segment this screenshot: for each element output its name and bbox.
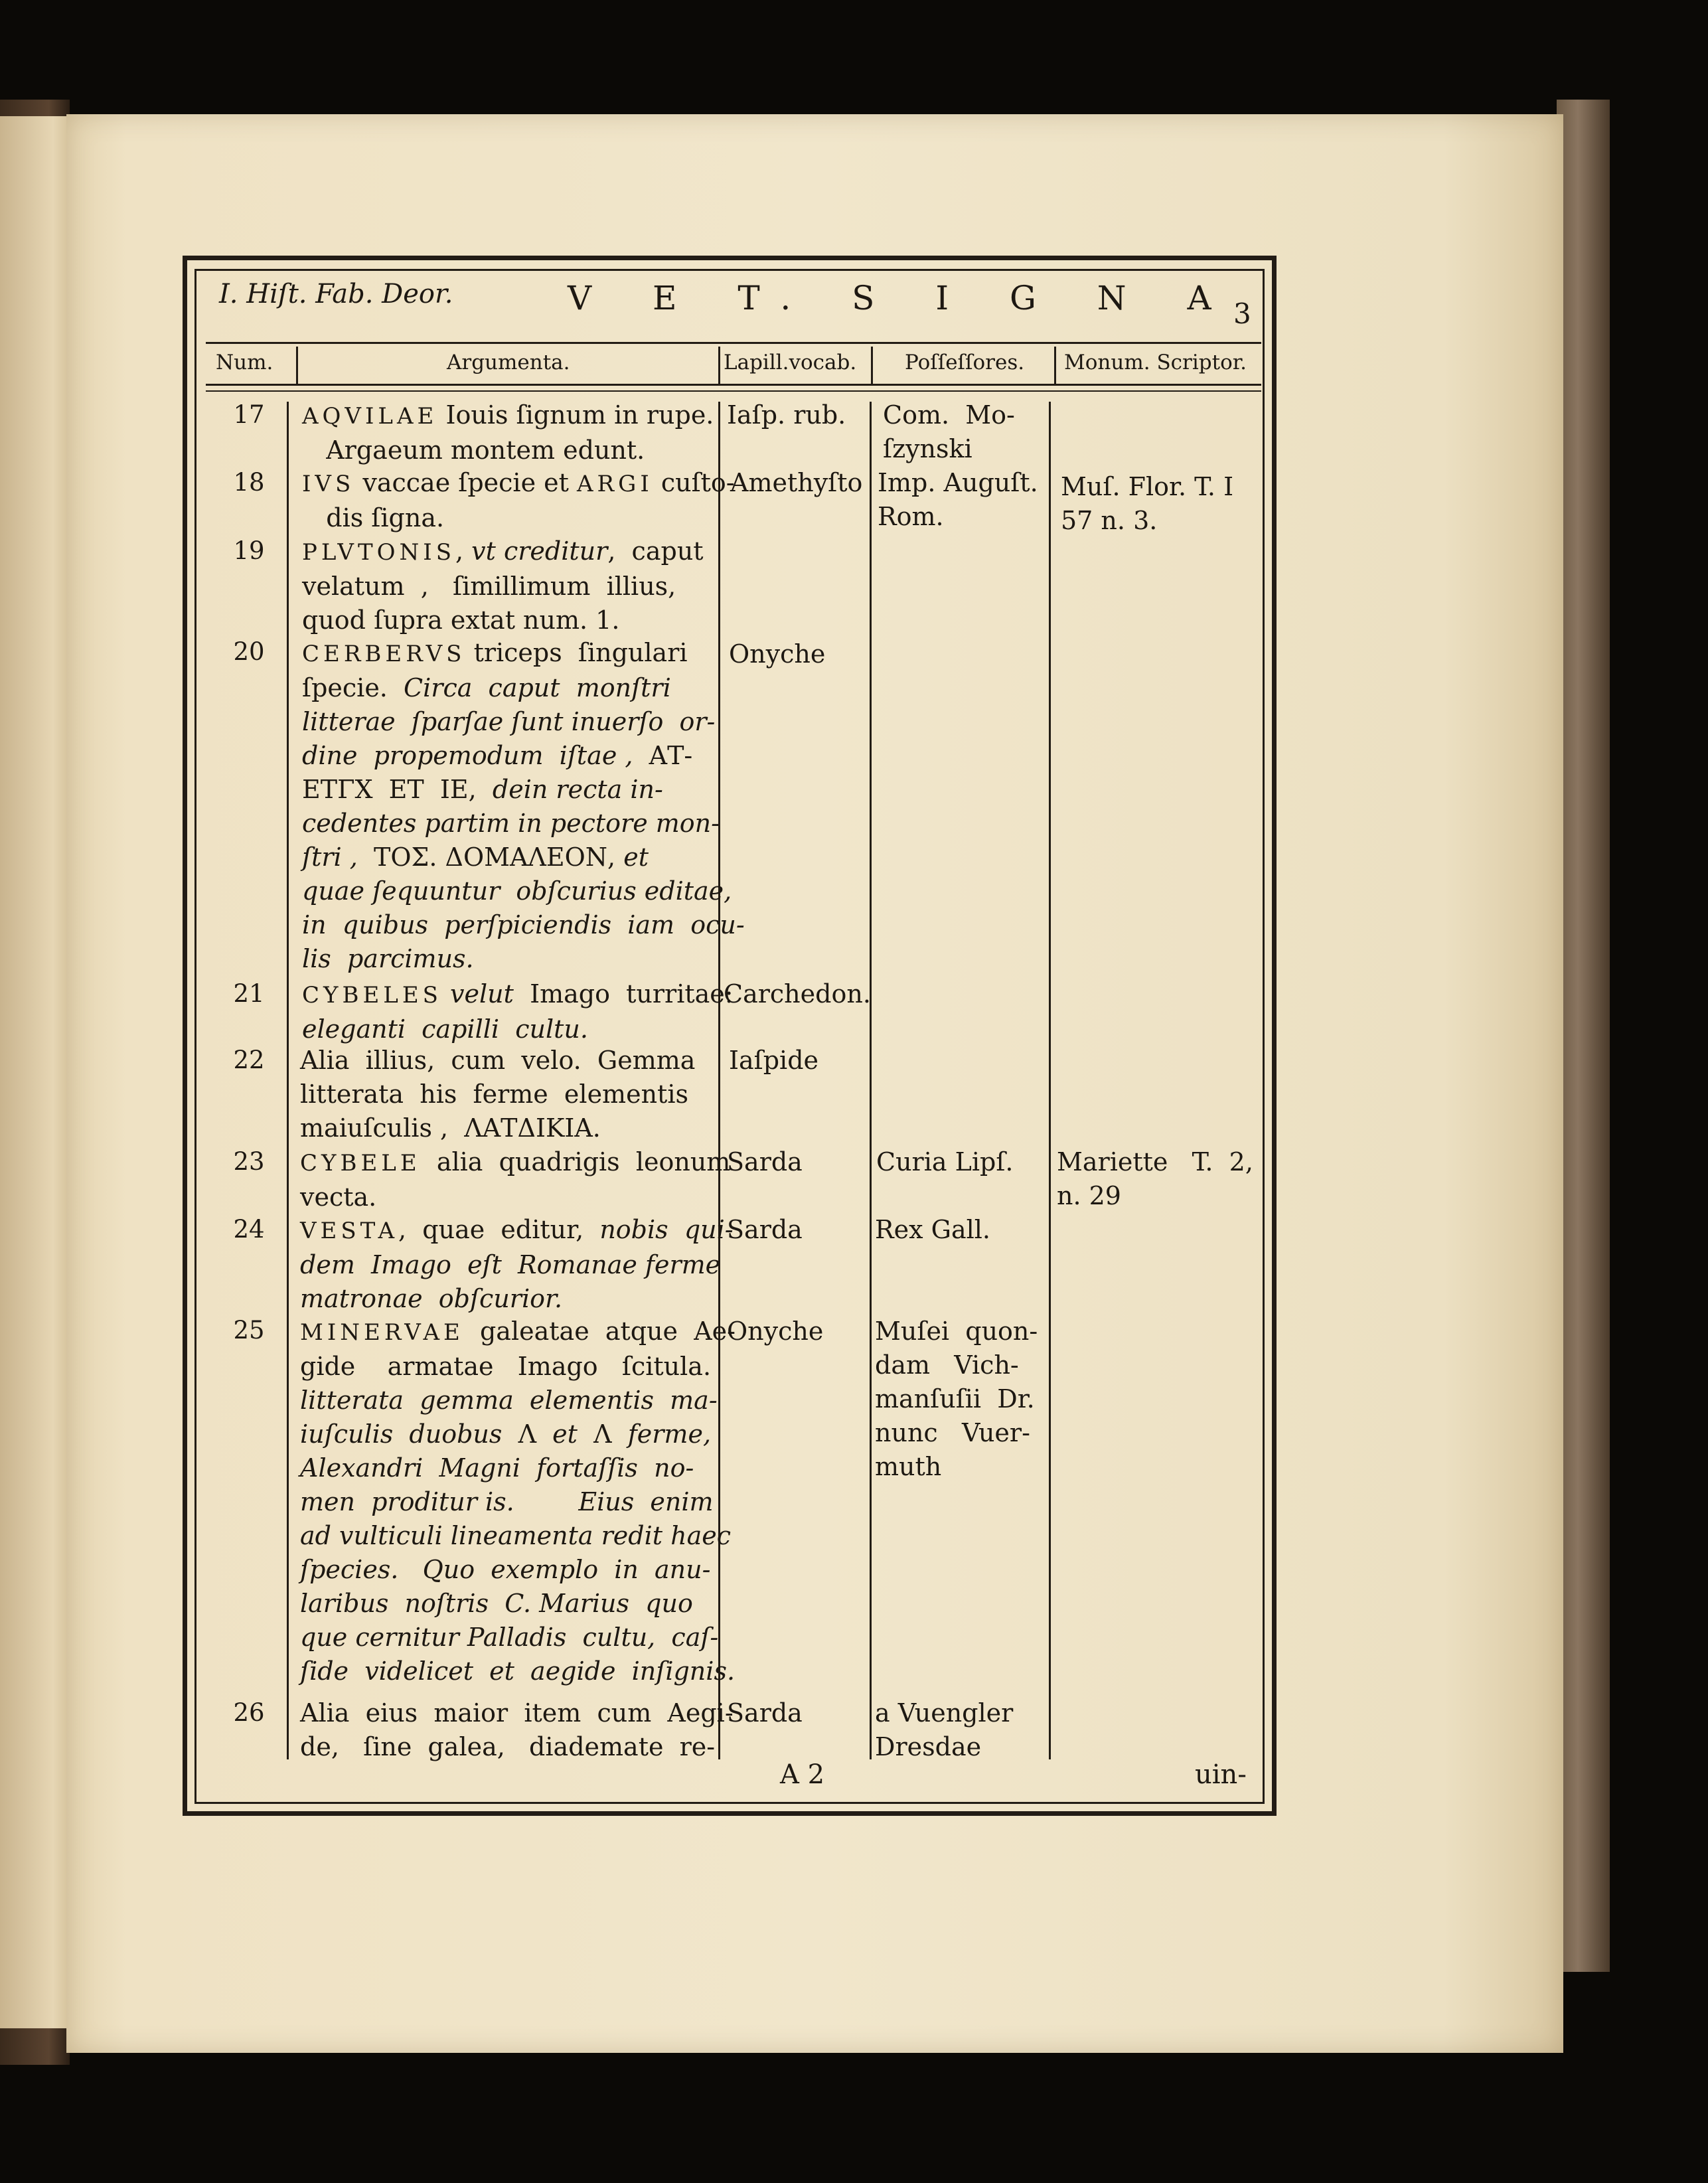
entry-number: 25 [233, 1316, 265, 1344]
running-head-title: V E T. S I G N A [568, 279, 1237, 317]
entry-number: 23 [233, 1147, 265, 1176]
entry-subject: AQVILAE [302, 403, 438, 430]
column-rule-possessores [1049, 402, 1051, 1759]
book-cover-right [1557, 100, 1610, 1972]
header-rule-double [206, 390, 1261, 392]
entry-subject: CERBERVS [302, 641, 466, 667]
entry-stone: Sarda [727, 1215, 803, 1244]
column-head-monum: Monum. Scriptor. [1064, 351, 1247, 374]
entry-argument: Alia eius maior item cum Aegi- de, ſine galea, diademate re- [300, 1698, 734, 1761]
entry-subject: MINERVAE [300, 1319, 464, 1346]
entry-subject: IVS [302, 471, 355, 497]
entry-argument: IVS vaccae ſpecie et ARGI cuſto- dis ſigna. [302, 468, 735, 532]
entry-number: 26 [233, 1698, 265, 1727]
column-divider [871, 347, 873, 384]
entry-stone: Carchedon. [724, 979, 871, 1009]
entry-argument: CYBELE alia quadrigis leonum vecta. [300, 1147, 731, 1212]
column-divider [718, 347, 720, 384]
entry-stone: Iaſp. rub. [727, 400, 846, 430]
entry-argument: PLVTONIS, vt creditur, caput velatum , ſimillimum illius, quod ſupra extat num. 1. [302, 536, 704, 635]
column-divider [296, 347, 298, 384]
entry-monument: Muſ. Flor. T. I 57 n. 3. [1061, 472, 1234, 535]
entry-subject: PLVTONIS [302, 539, 455, 566]
entry-possessor: Com. Mo- ſzynski [883, 400, 1015, 463]
entry-number: 21 [233, 979, 265, 1008]
entry-subject: CYBELES [302, 982, 442, 1009]
entry-number: 17 [233, 400, 265, 429]
column-head-num: Num. [216, 351, 273, 374]
signature-mark: A 2 [780, 1759, 825, 1790]
left-page-edge [0, 116, 66, 2028]
column-head-argumenta: Argumenta. [447, 351, 570, 374]
entry-subject: VESTA [300, 1218, 399, 1244]
column-rule-lapill [870, 402, 872, 1759]
entry-monument: Mariette T. 2, n. 29 [1057, 1147, 1253, 1210]
header-rule-bottom [206, 384, 1261, 386]
entry-number: 22 [233, 1046, 265, 1074]
entry-number: 20 [233, 637, 265, 666]
column-divider [1054, 347, 1056, 384]
entry-possessor: Rex Gall. [875, 1215, 991, 1244]
entry-possessor: Curia Lipſ. [876, 1147, 1014, 1176]
entry-number: 18 [233, 468, 265, 497]
catchword: uin- [1195, 1759, 1247, 1790]
entry-argument: CERBERVS triceps ſingulari ſpecie. Circa caput monſtri litterae ſparſae ſunt inuerſo or- dine propemodum iſtae , ΑΤ- ΕΤΓΧ ΕΤ ΙΕ, dein recta in- cedentes partim in pectore mon- ſtri , ΤΟΣ. ΔΟΜΑΛΕΟΝ, et quae ſequuntur obſcurius editae, in quibus perſpiciendis iam ocu- lis parcimus. [302, 638, 745, 973]
entry-number: 19 [233, 536, 265, 565]
column-rule-num [287, 402, 289, 1759]
entry-stone: Iaſpide [729, 1046, 819, 1075]
entry-stone: Sarda [727, 1698, 803, 1728]
header-rule-top [206, 342, 1261, 344]
entry-number: 24 [233, 1215, 265, 1244]
entry-possessor: a Vuengler Dresdae [875, 1698, 1014, 1761]
entry-argument: Alia illius, cum velo. Gemma litterata his ferme elementis maiuſculis , ΛΑΤΔΙΚΙΑ. [300, 1046, 696, 1143]
column-head-possessores: Poſſeſſores. [905, 351, 1025, 374]
entry-argument: MINERVAE galeatae atque Ae- gide armatae Imago ſcitula. litterata gemma elementis ma- iuſculis duobus Λ et Λ ferme, Alexandri Magni fortaſſis no- men proditur is. Eius enim ad vulticuli lineamenta redit haec ſpecies. Quo exemplo in anu- laribus noſtris C. Marius quo que cernitur Palladis cultu, caſ- ſide videlicet et aegide inſignis. [300, 1317, 736, 1686]
running-head-left: I. Hiſt. Fab. Deor. [219, 279, 453, 309]
entry-possessor: Muſei quon- dam Vich- manſuſii Dr. nunc Vuer- muth [875, 1317, 1038, 1481]
page-number: 3 [1233, 297, 1251, 330]
entry-subject: CYBELE [300, 1150, 421, 1176]
entry-stone: Amethyſto [730, 468, 863, 497]
column-head-lapill: Lapill.vocab. [724, 351, 857, 374]
entry-stone: Sarda [727, 1147, 803, 1176]
entry-argument: VESTA, quae editur, nobis qui- dem Imago eſt Romanae ferme matronae obſcurior. [300, 1215, 734, 1313]
entry-stone: Onyche [727, 1317, 824, 1346]
entry-argument: AQVILAE Iouis ſignum in rupe. Argaeum montem edunt. [302, 400, 714, 465]
entry-possessor: Imp. Auguſt. Rom. [878, 468, 1038, 531]
entry-stone: Onyche [729, 639, 826, 669]
entry-argument: CYBELES velut Imago turritae: eleganti capilli cultu. [302, 979, 734, 1044]
